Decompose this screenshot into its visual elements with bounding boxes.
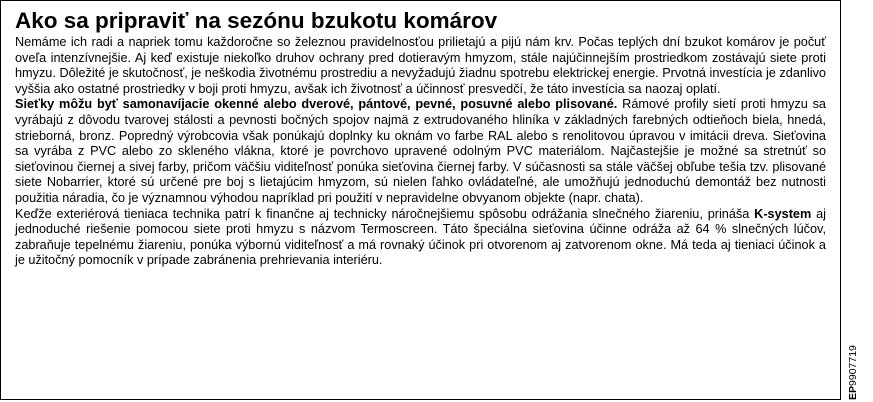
paragraph-intro: Nemáme ich radi a napriek tomu každoročne so železnou pravidelnosťou prilietajú a pijú nám krv. Počas teplých dní bzukot komárov je počuť oveľa intenzívnejšie. Aj keď existuje niekoľko druhov ochrany pred dotieravým hmyzom, stále najúčinnejším prostriedkom zostávajú siete proti hmyzu. Dôležité je skutočnosť, je neškodia životnému prostrediu a nevyžadujú žiadnu spotrebu elektrickej energie. Prvotná investícia je zdanlivo vyššia ako ostatné prostriedky v boji proti hmyzu, avšak ich životnosť a účinnosť presvedčí, že táto investícia sa naozaj oplatí. — [15, 35, 826, 96]
article-body — [15, 35, 826, 269]
ad-code-number: 9907719 — [847, 345, 859, 386]
paragraph-termoscreen-text-b: aj jednoduché riešenie pomocou siete proti hmyzu s názvom Termoscreen. Táto špeciálna sieťovina účinne odráža až 64 % slnečných lúčov, zabraňuje tepelnému žiareniu, ponúka výbornú viditeľnosť a má rovnaký účinok pri otvorenom aj zatvorenom okne. Má teda aj tieniaci účinok a je užitočný pomocník v prípade zabránenia prehrievania interiéru. — [15, 206, 826, 268]
paragraph-termoscreen-text-a: Keďže exteriérová tieniaca technika patrí k finančne aj technicky náročnejšiemu spôsobu odrážania slnečného žiareniu, prináša — [15, 206, 755, 221]
paragraph-termoscreen — [15, 207, 826, 269]
ad-code-prefix: EP — [847, 385, 859, 400]
brand-name: K-system — [754, 206, 812, 221]
paragraph-types-text: Rámové profily sietí proti hmyzu sa vyrábajú z dôvodu tvarovej stálosti a pevnosti bočných spojov najmä z extrudovaného hliníka v základných farebných odtieňoch biela, hnedá, strieborná, bronz. Popredný výrobcovia však ponúkajú doplnky ku oknám vo farbe RAL alebo s renolitovou úpravou v imitácii dreva. Sieťovina sa vyrába z PVC alebo zo skleného vlákna, ktoré je povrchovo upravené odolným PVC materiálom. Najčastejšie je možné sa stretnúť so sieťovinou čiernej a sivej farby, pričom väčšiu viditeľnosť ponúka sieťovina čiernej farby. V súčasnosti sa stále väčšej obľube tešia tzv. plisované siete Nobarrier, ktoré sú určené pre boj s lietajúcim hmyzom, sú nielen ľahko ovládateľné, ale umožňujú jednoduchú demontáž bez nutnosti použitia náradia, čo je významnou výhodou napríklad pri použití v nepravidelne obvyanom objekte (napr. chata). — [15, 97, 826, 205]
ad-code — [846, 320, 860, 400]
paragraph-types — [15, 97, 826, 206]
article-title: Ako sa pripraviť na sezónu bzukotu komárov — [15, 8, 498, 33]
paragraph-types-lead: Sieťky môžu byť samonavíjacie okenné alebo dverové, pántové, pevné, posuvné alebo plisované. — [15, 97, 618, 112]
